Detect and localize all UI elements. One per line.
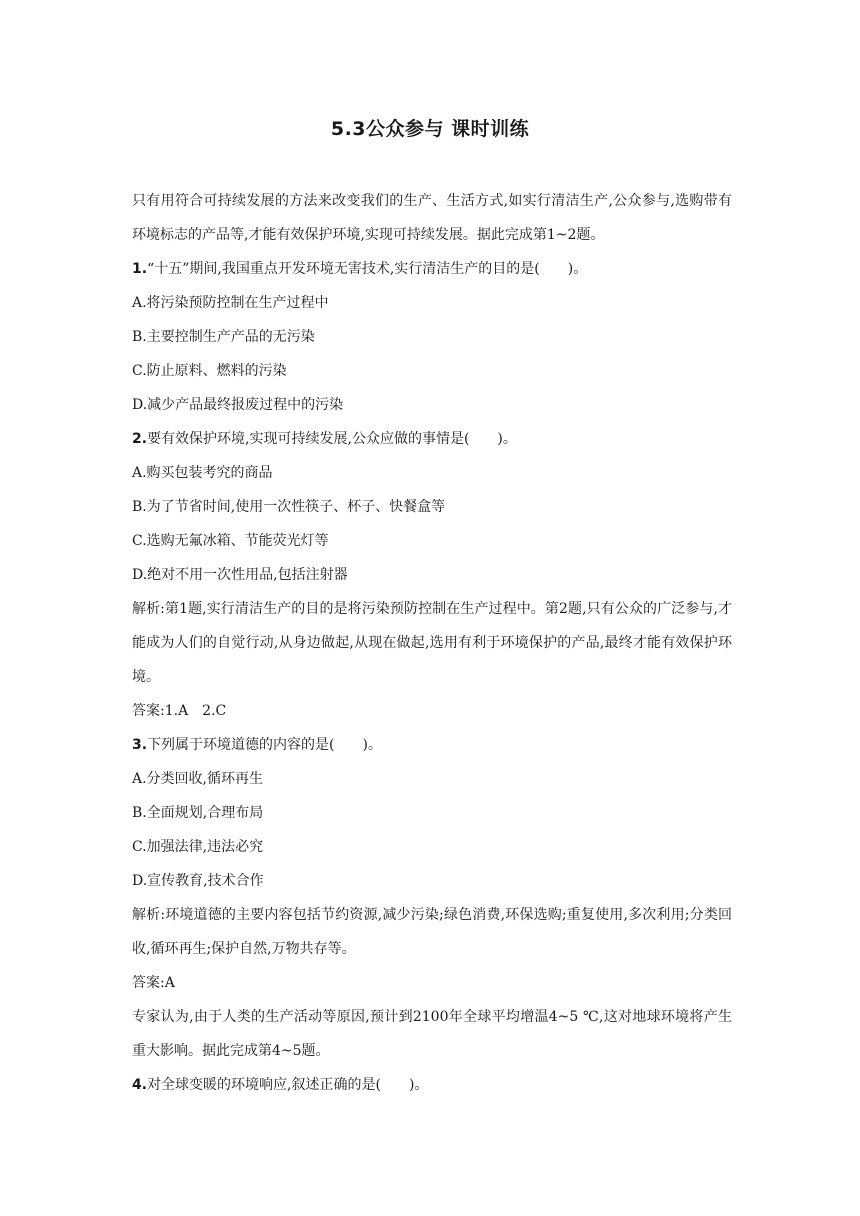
question-4 [132, 1068, 732, 1102]
document-body [132, 184, 732, 1102]
analysis-paragraph: 解析:环境道德的主要内容包括节约资源,减少污染;绿色消费,环保选购;重复使用,多次利用;分类回收,循环再生;保护自然,万物共存等。 [132, 907, 732, 957]
question-stem: 下列属于环境道德的内容的是( )。 [147, 737, 382, 753]
intro-paragraph-2: 专家认为,由于人类的生产活动等原因,预计到2100年全球平均增温4~5 ℃,这对地球环境将产生重大影响。据此完成第4~5题。 [132, 1009, 732, 1059]
question-stem: 对全球变暖的环境响应,叙述正确的是( )。 [147, 1077, 429, 1093]
question-number: 3. [132, 737, 148, 753]
question-number: 1. [132, 261, 148, 277]
question-number: 2. [132, 431, 148, 447]
question-stem: 要有效保护环境,实现可持续发展,公众应做的事情是( )。 [147, 431, 517, 447]
answer-line: 答案:A [132, 975, 175, 991]
option-d: D.宣传教育,技术合作 [132, 873, 264, 889]
question-number: 4. [132, 1077, 148, 1093]
option-d: D.减少产品最终报废过程中的污染 [132, 397, 344, 413]
question-stem: “十五”期间,我国重点开发环境无害技术,实行清洁生产的目的是( )。 [147, 261, 588, 277]
option-b: B.全面规划,合理布局 [132, 805, 264, 821]
question-2 [132, 422, 732, 456]
answer-line: 答案:1.A 2.C [132, 703, 227, 719]
option-c: C.加强法律,违法必究 [132, 839, 264, 855]
option-a: A.分类回收,循环再生 [132, 771, 264, 787]
option-b: B.为了节省时间,使用一次性筷子、杯子、快餐盒等 [132, 499, 446, 515]
analysis-paragraph: 解析:第1题,实行清洁生产的目的是将污染预防控制在生产过程中。第2题,只有公众的广泛参与,才能成为人们的自觉行动,从身边做起,从现在做起,选用有利于环境保护的产品,最终才能有效保护环境。 [132, 601, 732, 685]
option-a: A.购买包装考究的商品 [132, 465, 273, 481]
option-a: A.将污染预防控制在生产过程中 [132, 295, 329, 311]
question-1 [132, 252, 732, 286]
question-3 [132, 728, 732, 762]
option-c: C.选购无氟冰箱、节能荧光灯等 [132, 533, 329, 549]
intro-paragraph-1: 只有用符合可持续发展的方法来改变我们的生产、生活方式,如实行清洁生产,公众参与,选购带有环境标志的产品等,才能有效保护环境,实现可持续发展。据此完成第1~2题。 [132, 193, 732, 243]
option-d: D.绝对不用一次性用品,包括注射器 [132, 567, 348, 583]
option-c: C.防止原料、燃料的污染 [132, 363, 287, 379]
page-title: 5.3公众参与 课时训练 [330, 118, 530, 140]
option-b: B.主要控制生产产品的无污染 [132, 329, 315, 345]
